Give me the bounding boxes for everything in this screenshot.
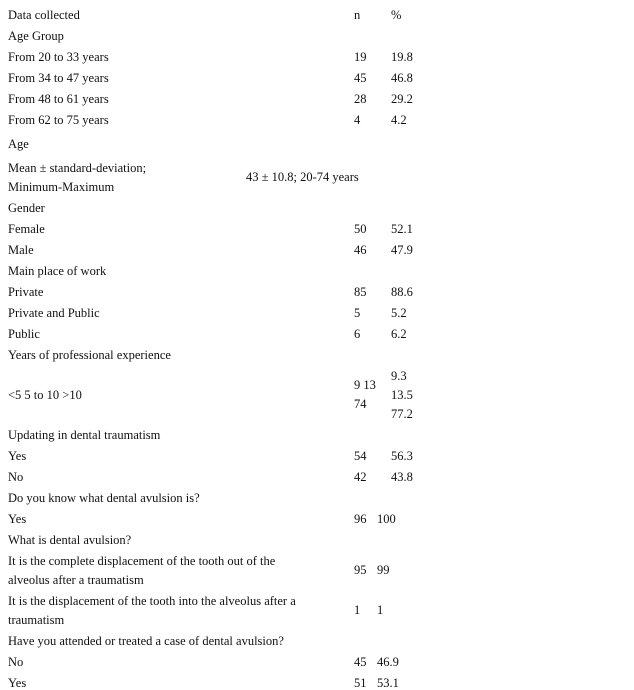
section-title-age: Age (8, 137, 29, 151)
row-n: 45 (354, 71, 367, 85)
row-pct: 47.9 (391, 243, 413, 257)
row-label: Male (8, 243, 34, 257)
row-n: 95 (354, 563, 367, 577)
row-n: 4 (354, 113, 361, 127)
row-pct: 100 (377, 512, 396, 526)
section-title-gender: Gender (8, 201, 45, 215)
row-pct: 6.2 (391, 327, 407, 341)
experience-n-line2: 74 (354, 397, 367, 411)
row-label: Public (8, 327, 40, 341)
row-label-line1: It is the displacement of the tooth into the alveolus after a (8, 594, 296, 608)
row-label: No (8, 470, 24, 484)
section-title-age-group: Age Group (8, 29, 64, 43)
row-pct: 88.6 (391, 285, 413, 299)
row-label: From 34 to 47 years (8, 71, 109, 85)
row-label-line2: alveolus after a traumatism (8, 573, 144, 587)
row-pct: 46.8 (391, 71, 413, 85)
row-pct: 99 (377, 563, 390, 577)
row-pct: 19.8 (391, 50, 413, 64)
row-n: 45 (354, 655, 367, 669)
section-title-updating: Updating in dental traumatism (8, 428, 161, 442)
row-label: From 62 to 75 years (8, 113, 109, 127)
row-label: Yes (8, 512, 27, 526)
row-label: From 48 to 61 years (8, 92, 109, 106)
row-n: 96 (354, 512, 367, 526)
age-label-line1: Mean ± standard-deviation; (8, 161, 147, 175)
row-n: 54 (354, 449, 367, 463)
age-label-line2: Minimum-Maximum (8, 180, 115, 194)
experience-pct-line2: 13.5 (391, 388, 413, 402)
section-title-what: What is dental avulsion? (8, 533, 132, 547)
row-pct: 4.2 (391, 113, 407, 127)
row-pct: 43.8 (391, 470, 413, 484)
section-title-attended: Have you attended or treated a case of dental avulsion? (8, 634, 284, 648)
row-n: 46 (354, 243, 367, 257)
row-pct: 5.2 (391, 306, 407, 320)
section-title-experience: Years of professional experience (8, 348, 171, 362)
row-pct: 1 (377, 603, 384, 617)
row-n: 85 (354, 285, 367, 299)
row-n: 50 (354, 222, 367, 236)
row-label: Yes (8, 676, 27, 690)
experience-pct-line1: 9.3 (391, 369, 407, 383)
row-pct: 56.3 (391, 449, 413, 463)
row-label: Yes (8, 449, 27, 463)
header-n: n (354, 8, 361, 22)
row-n: 42 (354, 470, 367, 484)
row-n: 1 (354, 603, 361, 617)
row-n: 19 (354, 50, 367, 64)
row-n: 5 (354, 306, 361, 320)
row-label: Private (8, 285, 44, 299)
row-pct: 52.1 (391, 222, 413, 236)
row-n: 6 (354, 327, 361, 341)
row-label: Female (8, 222, 45, 236)
row-label: No (8, 655, 24, 669)
age-value: 43 ± 10.8; 20-74 years (246, 170, 359, 184)
row-label: Private and Public (8, 306, 100, 320)
header-label: Data collected (8, 8, 80, 22)
row-pct: 53.1 (377, 676, 399, 690)
row-label-line1: It is the complete displacement of the tooth out of the (8, 554, 276, 568)
section-title-know: Do you know what dental avulsion is? (8, 491, 200, 505)
row-label: From 20 to 33 years (8, 50, 109, 64)
header-pct: % (391, 8, 402, 22)
section-title-place: Main place of work (8, 264, 107, 278)
row-pct: 46.9 (377, 655, 399, 669)
experience-pct-line3: 77.2 (391, 407, 413, 421)
row-n: 28 (354, 92, 367, 106)
row-n: 51 (354, 676, 367, 690)
row-label-line2: traumatism (8, 613, 65, 627)
experience-label: <5 5 to 10 >10 (8, 388, 82, 402)
row-pct: 29.2 (391, 92, 413, 106)
experience-n-line1: 9 13 (354, 378, 376, 392)
